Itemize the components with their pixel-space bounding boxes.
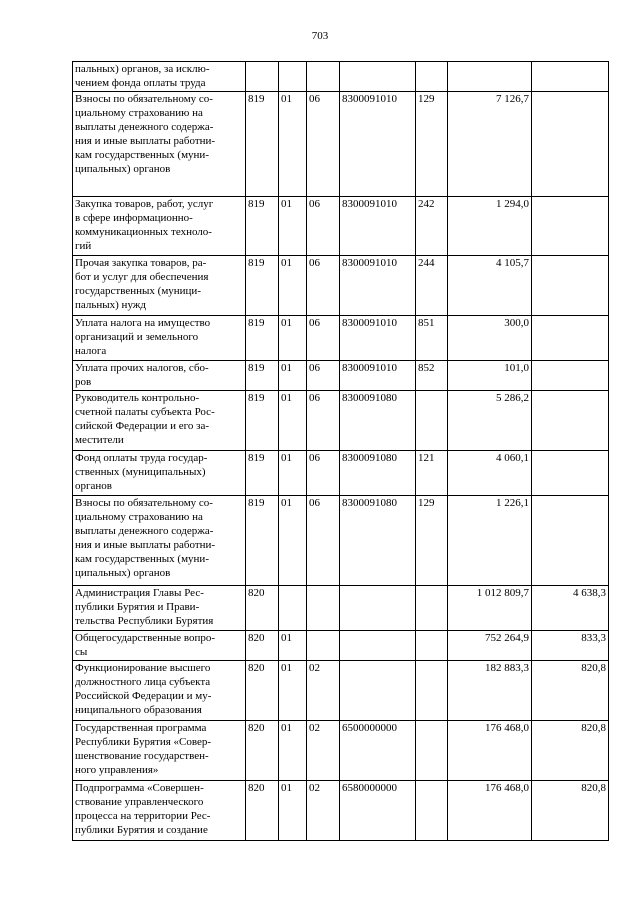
cell-expense-type-code [416, 631, 448, 661]
cell-name: Закупка товаров, работ, услуг в сфере информационно- коммуникационных техноло- гий [73, 197, 246, 256]
table-row [73, 451, 609, 496]
cell-department-code: 820 [246, 781, 279, 841]
cell-expense-type-code: 242 [416, 197, 448, 256]
cell-amount-extra [532, 197, 609, 256]
cell-amount-extra [532, 256, 609, 316]
cell-department-code: 819 [246, 92, 279, 197]
cell-amount-extra: 820,8 [532, 721, 609, 781]
cell-department-code: 820 [246, 661, 279, 721]
cell-department-code: 819 [246, 451, 279, 496]
cell-section-code: 01 [279, 661, 307, 721]
cell-amount-extra [532, 62, 609, 92]
table-row [73, 721, 609, 781]
table-row [73, 661, 609, 721]
cell-target-article-code: 8300091010 [340, 197, 416, 256]
cell-department-code: 819 [246, 391, 279, 451]
cell-subsection-code: 06 [307, 316, 340, 361]
cell-subsection-code: 06 [307, 197, 340, 256]
cell-amount: 5 286,2 [448, 391, 532, 451]
cell-subsection-code [307, 631, 340, 661]
cell-section-code: 01 [279, 391, 307, 451]
table-row [73, 496, 609, 586]
cell-name: Администрация Главы Рес- публики Бурятия и Прави- тельства Республики Бурятия [73, 586, 246, 631]
cell-target-article-code: 8300091080 [340, 451, 416, 496]
cell-department-code: 820 [246, 721, 279, 781]
budget-table [72, 61, 609, 841]
cell-expense-type-code: 244 [416, 256, 448, 316]
cell-amount: 752 264,9 [448, 631, 532, 661]
cell-department-code [246, 62, 279, 92]
cell-department-code: 819 [246, 361, 279, 391]
table-row [73, 586, 609, 631]
cell-section-code: 01 [279, 361, 307, 391]
cell-amount-extra [532, 361, 609, 391]
cell-expense-type-code [416, 781, 448, 841]
cell-department-code: 819 [246, 496, 279, 586]
cell-name: Взносы по обязательному со- циальному страхованию на выплаты денежного содержа- ния и иные выплаты работни- кам государственных (муни- ципальных) органов [73, 496, 246, 586]
cell-amount-extra: 833,3 [532, 631, 609, 661]
cell-target-article-code: 8300091010 [340, 316, 416, 361]
cell-section-code: 01 [279, 451, 307, 496]
table-row [73, 631, 609, 661]
cell-section-code: 01 [279, 256, 307, 316]
cell-expense-type-code [416, 62, 448, 92]
cell-target-article-code: 8300091010 [340, 92, 416, 197]
table-row [73, 197, 609, 256]
table-row [73, 391, 609, 451]
table-row [73, 316, 609, 361]
cell-section-code [279, 62, 307, 92]
cell-subsection-code [307, 586, 340, 631]
cell-target-article-code: 6500000000 [340, 721, 416, 781]
cell-amount-extra [532, 316, 609, 361]
cell-target-article-code: 8300091010 [340, 361, 416, 391]
cell-subsection-code: 06 [307, 391, 340, 451]
cell-expense-type-code [416, 721, 448, 781]
cell-amount-extra: 820,8 [532, 781, 609, 841]
cell-subsection-code: 06 [307, 496, 340, 586]
cell-name: Функционирование высшего должностного лица субъекта Российской Федерации и му- ниципального образования [73, 661, 246, 721]
cell-expense-type-code [416, 661, 448, 721]
cell-amount-extra [532, 451, 609, 496]
cell-expense-type-code: 121 [416, 451, 448, 496]
cell-target-article-code [340, 586, 416, 631]
cell-section-code: 01 [279, 781, 307, 841]
table-row [73, 92, 609, 197]
cell-department-code: 819 [246, 316, 279, 361]
cell-target-article-code [340, 62, 416, 92]
cell-target-article-code [340, 661, 416, 721]
cell-amount-extra [532, 496, 609, 586]
cell-department-code: 820 [246, 586, 279, 631]
cell-amount: 176 468,0 [448, 721, 532, 781]
cell-amount-extra: 820,8 [532, 661, 609, 721]
cell-subsection-code: 06 [307, 451, 340, 496]
cell-section-code: 01 [279, 631, 307, 661]
cell-target-article-code: 8300091080 [340, 496, 416, 586]
cell-amount: 1 012 809,7 [448, 586, 532, 631]
cell-amount: 1 294,0 [448, 197, 532, 256]
page-number: 703 [311, 30, 329, 42]
table-row [73, 361, 609, 391]
cell-target-article-code: 8300091010 [340, 256, 416, 316]
cell-department-code: 820 [246, 631, 279, 661]
cell-subsection-code: 02 [307, 661, 340, 721]
cell-amount-extra [532, 391, 609, 451]
cell-section-code [279, 586, 307, 631]
cell-amount: 300,0 [448, 316, 532, 361]
cell-name: Взносы по обязательному со- циальному страхованию на выплаты денежного содержа- ния и иные выплаты работни- кам государственных (муни- ципальных) органов [73, 92, 246, 197]
cell-amount [448, 62, 532, 92]
table-row [73, 62, 609, 92]
cell-target-article-code [340, 631, 416, 661]
cell-target-article-code: 6580000000 [340, 781, 416, 841]
cell-amount-extra [532, 92, 609, 197]
cell-amount: 4 060,1 [448, 451, 532, 496]
table-body [73, 62, 609, 841]
cell-name: Уплата прочих налогов, сбо- ров [73, 361, 246, 391]
cell-name: пальных) органов, за исклю- чением фонда оплаты труда [73, 62, 246, 92]
cell-name: Фонд оплаты труда государ- ственных (муниципальных) органов [73, 451, 246, 496]
cell-expense-type-code: 851 [416, 316, 448, 361]
cell-name: Подпрограмма «Совершен- ствование управленческого процесса на территории Рес- публики Бурятия и создание [73, 781, 246, 841]
cell-name: Общегосударственные вопро- сы [73, 631, 246, 661]
cell-amount: 182 883,3 [448, 661, 532, 721]
cell-subsection-code: 06 [307, 92, 340, 197]
cell-expense-type-code [416, 391, 448, 451]
cell-amount: 7 126,7 [448, 92, 532, 197]
cell-expense-type-code: 129 [416, 92, 448, 197]
cell-section-code: 01 [279, 721, 307, 781]
cell-section-code: 01 [279, 197, 307, 256]
cell-department-code: 819 [246, 197, 279, 256]
cell-amount: 1 226,1 [448, 496, 532, 586]
cell-department-code: 819 [246, 256, 279, 316]
cell-name: Руководитель контрольно- счетной палаты субъекта Рос- сийской Федерации и его за- местители [73, 391, 246, 451]
cell-target-article-code: 8300091080 [340, 391, 416, 451]
cell-section-code: 01 [279, 496, 307, 586]
cell-expense-type-code [416, 586, 448, 631]
cell-subsection-code: 02 [307, 781, 340, 841]
cell-section-code: 01 [279, 316, 307, 361]
table-row [73, 781, 609, 841]
cell-amount: 4 105,7 [448, 256, 532, 316]
cell-name: Государственная программа Республики Бурятия «Совер- шенствование государствен- ного управления» [73, 721, 246, 781]
cell-amount-extra: 4 638,3 [532, 586, 609, 631]
cell-name: Уплата налога на имущество организаций и земельного налога [73, 316, 246, 361]
cell-expense-type-code: 852 [416, 361, 448, 391]
cell-section-code: 01 [279, 92, 307, 197]
cell-name: Прочая закупка товаров, ра- бот и услуг для обеспечения государственных (муници- пальных) нужд [73, 256, 246, 316]
cell-amount: 176 468,0 [448, 781, 532, 841]
table-row [73, 256, 609, 316]
cell-subsection-code: 02 [307, 721, 340, 781]
cell-expense-type-code: 129 [416, 496, 448, 586]
cell-subsection-code [307, 62, 340, 92]
cell-subsection-code: 06 [307, 361, 340, 391]
cell-amount: 101,0 [448, 361, 532, 391]
cell-subsection-code: 06 [307, 256, 340, 316]
